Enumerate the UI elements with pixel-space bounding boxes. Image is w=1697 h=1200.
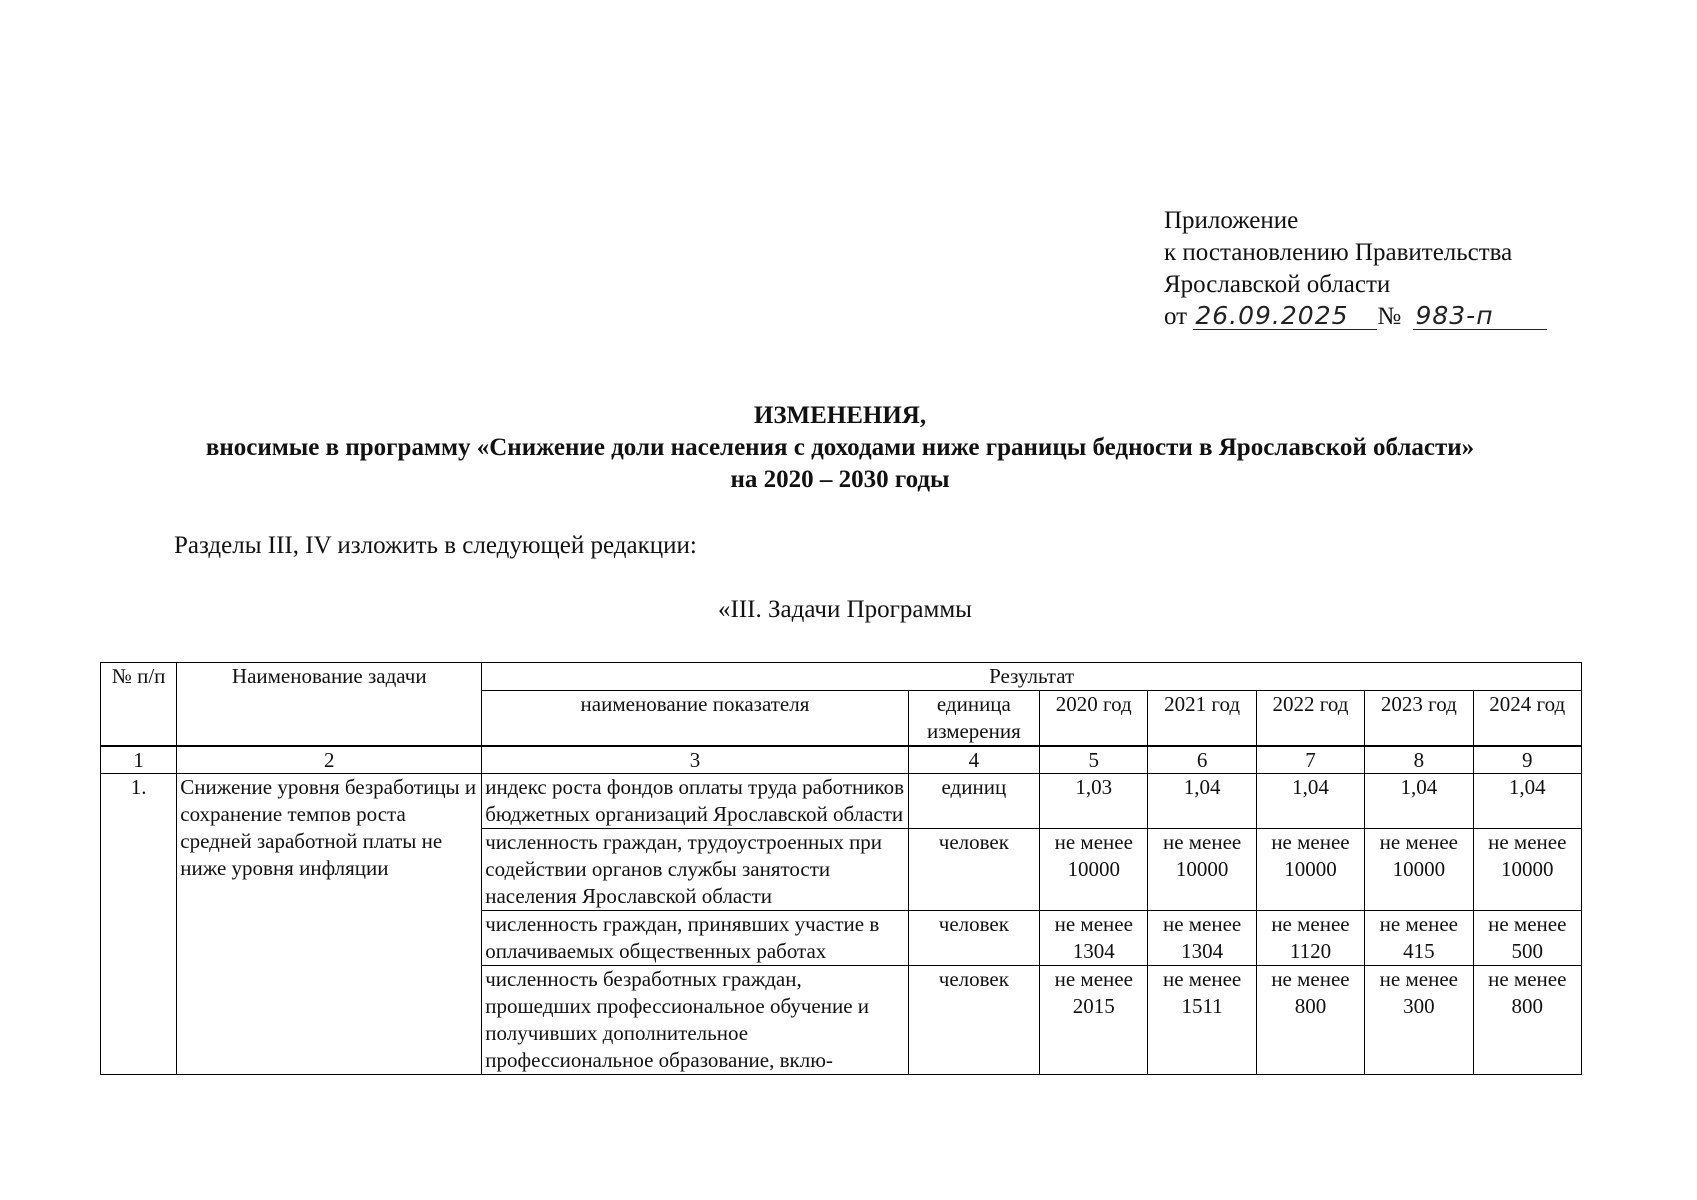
year-value: не менее 10000 bbox=[1256, 829, 1364, 911]
year-value: не менее 1304 bbox=[1040, 911, 1148, 966]
indicator-unit: человек bbox=[908, 966, 1039, 1075]
handwritten-number: 983-п bbox=[1413, 303, 1547, 330]
title-line-3: на 2020 – 2030 годы bbox=[730, 466, 950, 493]
indicator-name: индекс роста фондов оплаты труда работников бюджетных организаций Ярославской области bbox=[482, 774, 908, 829]
table-row bbox=[101, 774, 1582, 829]
year-value: 1,04 bbox=[1473, 774, 1581, 829]
header-year: 2021 год bbox=[1148, 691, 1256, 747]
section-heading: «III. Задачи Программы bbox=[718, 596, 972, 623]
title-line-2: вносимые в программу «Снижение доли населения с доходами ниже границы бедности в Ярославской области» bbox=[205, 434, 1475, 461]
header-indicator: наименование показателя bbox=[482, 691, 908, 747]
year-value: не менее 10000 bbox=[1473, 829, 1581, 911]
header-row-1 bbox=[101, 663, 1582, 691]
year-value: 1,04 bbox=[1256, 774, 1364, 829]
header-year: 2020 год bbox=[1040, 691, 1148, 747]
header-task: Наименование задачи bbox=[177, 663, 482, 747]
col-number: 5 bbox=[1040, 746, 1148, 774]
header-unit: единица измерения bbox=[908, 691, 1039, 747]
indicator-name: численность безработных граждан, прошедших профессиональное обучение и получивших дополнительное профессиональное образование, вклю- bbox=[482, 966, 908, 1075]
appendix-line-1: Приложение bbox=[1164, 207, 1299, 234]
year-value: 1,04 bbox=[1148, 774, 1256, 829]
year-value: не менее 10000 bbox=[1040, 829, 1148, 911]
col-number: 3 bbox=[482, 746, 908, 774]
col-number: 8 bbox=[1365, 746, 1473, 774]
appendix-date-line bbox=[1164, 301, 1547, 333]
appendix-line-3: Ярославской области bbox=[1164, 271, 1391, 298]
handwritten-date: 26.09.2025 bbox=[1193, 303, 1377, 330]
year-value: не менее 2015 bbox=[1040, 966, 1148, 1075]
col-number: 2 bbox=[177, 746, 482, 774]
header-year: 2024 год bbox=[1473, 691, 1581, 747]
year-value: не менее 500 bbox=[1473, 911, 1581, 966]
document-title bbox=[90, 400, 1590, 496]
header-year: 2023 год bbox=[1365, 691, 1473, 747]
year-value: не менее 800 bbox=[1473, 966, 1581, 1075]
indicator-name: численность граждан, трудоустроенных при содействии органов службы занятости населения Ярославской области bbox=[482, 829, 908, 911]
year-value: не менее 1120 bbox=[1256, 911, 1364, 966]
header-result: Результат bbox=[482, 663, 1582, 691]
col-number: 1 bbox=[101, 746, 177, 774]
task-name: Снижение уровня безработицы и сохранение темпов роста средней заработной платы не ниже уровня инфляции bbox=[177, 774, 482, 1075]
year-value: не менее 10000 bbox=[1148, 829, 1256, 911]
appendix-line-2: к постановлению Правительства bbox=[1164, 239, 1513, 266]
column-number-row bbox=[101, 746, 1582, 774]
year-value: не менее 415 bbox=[1365, 911, 1473, 966]
appendix-block bbox=[1164, 205, 1547, 333]
year-value: не менее 800 bbox=[1256, 966, 1364, 1075]
year-value: 1,04 bbox=[1365, 774, 1473, 829]
year-value: не менее 10000 bbox=[1365, 829, 1473, 911]
col-number: 9 bbox=[1473, 746, 1581, 774]
indicator-unit: человек bbox=[908, 829, 1039, 911]
col-number: 4 bbox=[908, 746, 1039, 774]
indicator-unit: человек bbox=[908, 911, 1039, 966]
title-line-1: ИЗМЕНЕНИЯ, bbox=[753, 402, 927, 429]
indicator-name: численность граждан, принявших участие в оплачиваемых общественных работах bbox=[482, 911, 908, 966]
indicator-unit: единиц bbox=[908, 774, 1039, 829]
intro-text: Разделы III, IV изложить в следующей редакции: bbox=[174, 532, 697, 559]
number-sign: № bbox=[1377, 303, 1402, 330]
header-year: 2022 год bbox=[1256, 691, 1364, 747]
year-value: не менее 1304 bbox=[1148, 911, 1256, 966]
tasks-table bbox=[100, 662, 1582, 1075]
col-number: 7 bbox=[1256, 746, 1364, 774]
header-num: № п/п bbox=[101, 663, 177, 747]
year-value: не менее 300 bbox=[1365, 966, 1473, 1075]
date-prefix: от bbox=[1164, 303, 1188, 330]
col-number: 6 bbox=[1148, 746, 1256, 774]
task-number: 1. bbox=[101, 774, 177, 1075]
year-value: 1,03 bbox=[1040, 774, 1148, 829]
year-value: не менее 1511 bbox=[1148, 966, 1256, 1075]
